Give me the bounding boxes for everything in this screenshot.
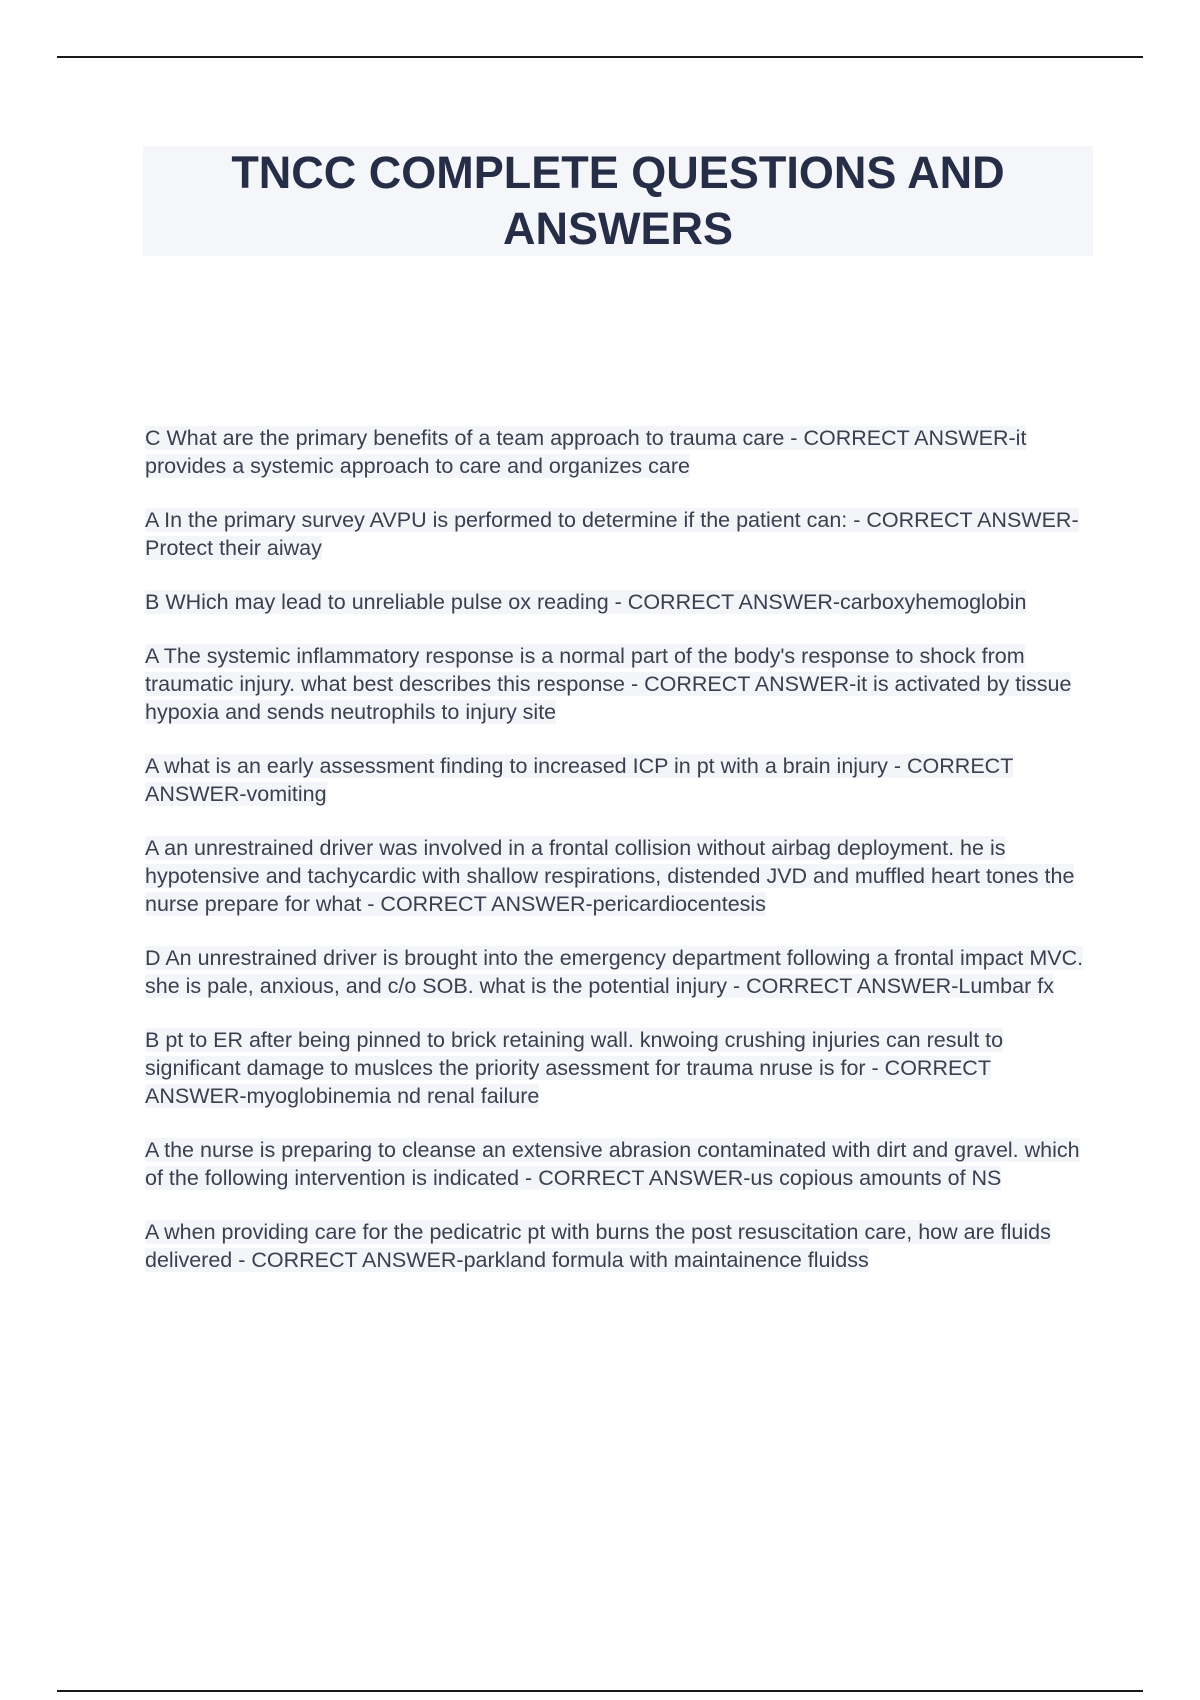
qa-text: B WHich may lead to unreliable pulse ox reading - CORRECT ANSWER-carboxyhemoglobin <box>145 590 1027 614</box>
qa-text: A the nurse is preparing to cleanse an extensive abrasion contaminated with dirt and gravel. which of the following intervention is indicated - CORRECT ANSWER-us copious amounts of NS <box>145 1138 1080 1190</box>
qa-text: A what is an early assessment finding to increased ICP in pt with a brain injury - CORRECT ANSWER-vomiting <box>145 754 1014 806</box>
qa-item <box>145 424 1095 480</box>
qa-item <box>145 944 1095 1000</box>
qa-text: D An unrestrained driver is brought into the emergency department following a frontal impact MVC. she is pale, anxious, and c/o SOB. what is the potential injury - CORRECT ANSWER-Lumbar fx <box>145 946 1084 998</box>
bottom-rule <box>57 1690 1143 1692</box>
qa-item <box>145 642 1095 726</box>
qa-text: A an unrestrained driver was involved in a frontal collision without airbag deployment. he is hypotensive and tachycardic with shallow respirations, distended JVD and muffled heart tones the nurse prepare for what - CORRECT ANSWER-pericardiocentesis <box>145 836 1075 916</box>
qa-list <box>145 424 1095 1300</box>
qa-item <box>145 752 1095 808</box>
qa-item <box>145 1218 1095 1274</box>
title-banner <box>143 146 1093 256</box>
top-rule <box>57 56 1143 58</box>
qa-text: B pt to ER after being pinned to brick retaining wall. knwoing crushing injuries can result to significant damage to muslces the priority asessment for trauma nruse is for - CORRECT ANSWER-myoglobinemia nd renal failure <box>145 1028 1004 1108</box>
qa-text: A when providing care for the pedicatric pt with burns the post resuscitation care, how are fluids delivered - CORRECT ANSWER-parkland formula with maintainence fluidss <box>145 1220 1051 1272</box>
document-title: TNCC COMPLETE QUESTIONS AND ANSWERS <box>231 147 1005 254</box>
qa-item <box>145 834 1095 918</box>
qa-item <box>145 1026 1095 1110</box>
qa-item <box>145 506 1095 562</box>
qa-text: A The systemic inflammatory response is a normal part of the body's response to shock from traumatic injury. what best describes this response - CORRECT ANSWER-it is activated by tissue hypoxia and sends neutrophils to injury site <box>145 644 1072 724</box>
qa-text: C What are the primary benefits of a team approach to trauma care - CORRECT ANSWER-it provides a systemic approach to care and organizes care <box>145 426 1027 478</box>
qa-item <box>145 588 1095 616</box>
qa-item <box>145 1136 1095 1192</box>
qa-text: A In the primary survey AVPU is performed to determine if the patient can: - CORRECT ANSWER-Protect their aiway <box>145 508 1079 560</box>
